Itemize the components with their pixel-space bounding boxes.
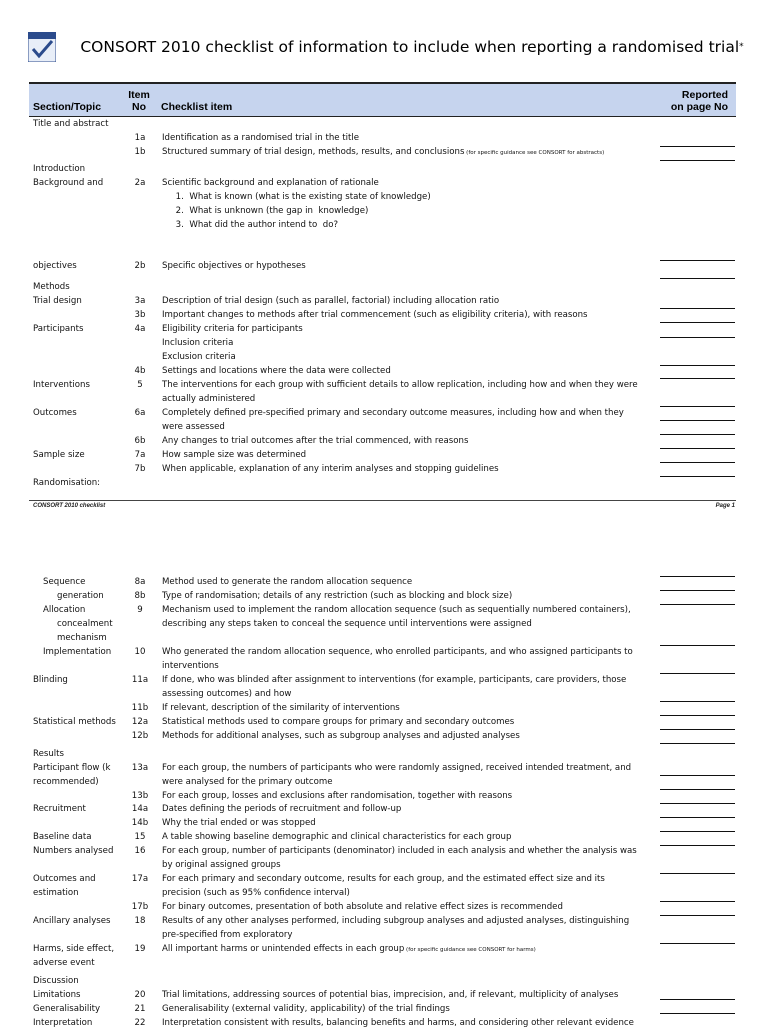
checklist-text: Any changes to trial outcomes after the trial commenced, with reasons: [162, 436, 469, 446]
section-label: Background and: [33, 178, 104, 188]
section-label: Interpretation: [33, 1018, 93, 1028]
item-number: 9: [137, 605, 143, 615]
table-row: [0, 674, 768, 688]
reported-line[interactable]: [660, 743, 735, 744]
reported-line[interactable]: [660, 406, 735, 407]
reported-line[interactable]: [660, 845, 735, 846]
section-label: Methods: [33, 282, 70, 292]
section-label: mechanism: [57, 633, 107, 643]
table-row: [0, 576, 768, 590]
table-row: [0, 716, 768, 730]
section-label: Recruitment: [33, 804, 86, 814]
section-label: Outcomes and: [33, 874, 96, 884]
section-label: Limitations: [33, 990, 81, 1000]
section-label: Participant flow (k: [33, 763, 111, 773]
item-number: 16: [134, 846, 146, 856]
item-number: 15: [134, 832, 146, 842]
reported-line[interactable]: [660, 476, 735, 477]
table-row: [0, 177, 768, 191]
checklist-text: Structured summary of trial design, methods, results, and conclusions (for specific guidance see CONSORT for abstracts): [162, 147, 605, 157]
section-label: adverse event: [33, 958, 95, 968]
section-label: estimation: [33, 888, 79, 898]
checklist-text: Method used to generate the random allocation sequence: [162, 577, 413, 587]
checklist-text: precision (such as 95% confidence interval): [162, 888, 350, 898]
checklist-text: Exclusion criteria: [162, 352, 236, 362]
table-row: [0, 845, 768, 859]
table-row: [0, 859, 768, 873]
table-row: [0, 803, 768, 817]
item-number: 4b: [134, 366, 146, 376]
item-number: 13a: [131, 763, 149, 773]
item-number: 2b: [134, 261, 146, 271]
table-row: [0, 975, 768, 989]
section-label: Implementation: [43, 647, 112, 657]
checklist-text: Scientific background and explanation of rationale: [162, 178, 379, 188]
reported-line[interactable]: [660, 260, 735, 261]
table-row: [0, 831, 768, 845]
reported-line[interactable]: [660, 775, 735, 776]
reported-line[interactable]: [660, 901, 735, 902]
checklist-text: 3. What did the author intend to do?: [162, 220, 339, 230]
item-number: 3b: [134, 310, 146, 320]
table-row: [0, 762, 768, 776]
checklist-text: were analysed for the primary outcome: [162, 777, 333, 787]
item-number: 17b: [131, 902, 149, 912]
checklist-text: Identification as a randomised trial in the title: [162, 133, 360, 143]
footer-right: Page 1: [715, 503, 735, 509]
table-row: [0, 887, 768, 901]
table-row: [0, 393, 768, 407]
reported-line[interactable]: [660, 817, 735, 818]
section-label: Sample size: [33, 450, 85, 460]
checklist-text: Statistical methods used to compare groups for primary and secondary outcomes: [162, 717, 515, 727]
item-number: 8a: [134, 577, 146, 587]
checklist-text: 1. What is known (what is the existing state of knowledge): [162, 192, 431, 202]
header-reported-2: on page No: [670, 101, 728, 113]
table-row: [0, 873, 768, 887]
item-number: 3a: [134, 296, 146, 306]
table-row: [0, 702, 768, 716]
section-label: Randomisation:: [33, 478, 101, 488]
item-number: 11a: [131, 675, 149, 685]
checklist-text: Generalisability (external validity, applicability) of the trial findings: [162, 1004, 450, 1014]
table-row: [0, 688, 768, 702]
checklist-text: The interventions for each group with sufficient details to allow replication, including how and when they were: [162, 380, 638, 390]
section-label: Title and abstract: [33, 119, 109, 129]
checklist-text: actually administered: [162, 394, 256, 404]
item-number: 17a: [131, 874, 149, 884]
checklist-text: were assessed: [162, 422, 225, 432]
checklist-text: Description of trial design (such as parallel, factorial) including allocation ratio: [162, 296, 500, 306]
item-number: 22: [134, 1018, 146, 1028]
reported-line[interactable]: [660, 160, 735, 161]
reported-line[interactable]: [660, 915, 735, 916]
table-row: [0, 219, 768, 233]
table-row: [0, 146, 768, 160]
reported-line[interactable]: [660, 604, 735, 605]
item-number: 12a: [131, 717, 149, 727]
item-number: 2a: [134, 178, 146, 188]
checklist-text: Mechanism used to implement the random allocation sequence (such as sequentially numbered containers),: [162, 605, 631, 615]
table-row: [0, 776, 768, 790]
checklist-text: How sample size was determined: [162, 450, 307, 460]
item-number: 6b: [134, 436, 146, 446]
reported-line[interactable]: [660, 673, 735, 674]
table-row: [0, 365, 768, 379]
item-number: 1b: [134, 147, 146, 157]
checklist-text: Who generated the random allocation sequence, who enrolled participants, and who assigned participants to: [162, 647, 633, 657]
item-number: 14b: [131, 818, 149, 828]
section-label: Trial design: [33, 296, 82, 306]
item-number: 13b: [131, 791, 149, 801]
checklist-text: All important harms or unintended effects in each group (for specific guidance see CONSORT for harms): [162, 944, 536, 954]
table-row: [0, 191, 768, 205]
table-row: [0, 957, 768, 971]
header-checklist: Checklist item: [161, 101, 233, 113]
reported-line[interactable]: [660, 701, 735, 702]
section-label: Participants: [33, 324, 84, 334]
checklist-text: Dates defining the periods of recruitment and follow-up: [162, 804, 402, 814]
table-row: [0, 323, 768, 337]
checklist-text: Specific objectives or hypotheses: [162, 261, 306, 271]
table-row: [0, 748, 768, 762]
section-label: Interventions: [33, 380, 90, 390]
table-row: [0, 590, 768, 604]
section-label: Baseline data: [33, 832, 92, 842]
item-number: 19: [134, 944, 146, 954]
table-row: [0, 281, 768, 295]
header-section: Section/Topic: [33, 101, 102, 113]
checklist-text: by original assigned groups: [162, 860, 281, 870]
item-number: 18: [134, 916, 146, 926]
table-row: [0, 632, 768, 646]
checklist-text: For each group, number of participants (denominator) included in each analysis and whether the analysis was: [162, 846, 637, 856]
reported-line[interactable]: [660, 378, 735, 379]
checklist-text: describing any steps taken to conceal the sequence until interventions were assigned: [162, 619, 532, 629]
checklist-text: For each group, the numbers of participants who were randomly assigned, received intended treatment, and: [162, 763, 632, 773]
consort-logo: [28, 32, 56, 62]
checklist-text: Completely defined pre-specified primary and secondary outcome measures, including how and when they: [162, 408, 624, 418]
table-row: [0, 790, 768, 804]
table-row: [0, 463, 768, 477]
guidance-note: (for specific guidance see CONSORT for abstracts): [464, 150, 605, 156]
reported-line[interactable]: [660, 715, 735, 716]
checklist-text: Methods for additional analyses, such as subgroup analyses and adjusted analyses: [162, 731, 520, 741]
section-label: Numbers analysed: [33, 846, 114, 856]
section-label: generation: [57, 591, 104, 601]
reported-line[interactable]: [660, 448, 735, 449]
item-number: 14a: [131, 804, 149, 814]
checklist-text: Important changes to methods after trial commencement (such as eligibility criteria), with reasons: [162, 310, 588, 320]
reported-line[interactable]: [660, 729, 735, 730]
table-row: [0, 604, 768, 618]
table-row: [0, 618, 768, 632]
reported-line[interactable]: [660, 434, 735, 435]
item-number: 20: [134, 990, 146, 1000]
item-number: 7a: [134, 450, 146, 460]
checklist-text: Results of any other analyses performed, including subgroup analyses and adjusted analyses, distinguishing: [162, 916, 630, 926]
item-number: 10: [134, 647, 146, 657]
table-row: [0, 260, 768, 274]
checklist-text: For binary outcomes, presentation of both absolute and relative effect sizes is recommended: [162, 902, 563, 912]
reported-line[interactable]: [660, 365, 735, 366]
table-row: [0, 118, 768, 132]
table-row: [0, 901, 768, 915]
table-row: [0, 163, 768, 177]
reported-line[interactable]: [660, 420, 735, 421]
section-label: Generalisability: [33, 1004, 101, 1014]
reported-line[interactable]: [660, 999, 735, 1000]
section-label: Statistical methods: [33, 717, 116, 727]
table-row: [0, 205, 768, 219]
table-row: [0, 132, 768, 146]
reported-line[interactable]: [660, 789, 735, 790]
checklist-text: Trial limitations, addressing sources of potential bias, imprecision, and, if relevant, multiplicity of analyses: [162, 990, 619, 1000]
item-number: 21: [134, 1004, 146, 1014]
item-number: 5: [137, 380, 143, 390]
reported-line[interactable]: [660, 590, 735, 591]
checklist-text: If done, who was blinded after assignment to interventions (for example, participants, care providers, those: [162, 675, 627, 685]
table-row: [0, 817, 768, 831]
reported-line[interactable]: [660, 462, 735, 463]
item-number: 12b: [131, 731, 149, 741]
table-row: [0, 351, 768, 365]
table-row: [0, 1003, 768, 1017]
checklist-text: 2. What is unknown (the gap in knowledge): [162, 206, 369, 216]
checklist-text: A table showing baseline demographic and clinical characteristics for each group: [162, 832, 512, 842]
reported-line[interactable]: [660, 278, 735, 279]
section-label: Harms, side effect,: [33, 944, 115, 954]
footer-left: CONSORT 2010 checklist: [33, 503, 106, 509]
table-row: [0, 421, 768, 435]
table-row: [0, 646, 768, 660]
table-row: [0, 989, 768, 1003]
section-label: Outcomes: [33, 408, 77, 418]
table-row: [0, 730, 768, 744]
table-row: [0, 915, 768, 929]
footer-divider: [29, 500, 736, 501]
checklist-text: Inclusion criteria: [162, 338, 234, 348]
table-row: [0, 295, 768, 309]
header-item-2: No: [132, 101, 146, 113]
checklist-text: pre-specified from exploratory: [162, 930, 293, 940]
table-row: [0, 309, 768, 323]
header-reported-1: Reported: [681, 89, 728, 101]
reported-line[interactable]: [660, 645, 735, 646]
reported-line[interactable]: [660, 337, 735, 338]
checklist-text: If relevant, description of the similarity of interventions: [162, 703, 400, 713]
checklist-text: Why the trial ended or was stopped: [162, 818, 316, 828]
checklist-text: When applicable, explanation of any interim analyses and stopping guidelines: [162, 464, 499, 474]
table-row: [0, 407, 768, 421]
page-title: CONSORT 2010 checklist of information to include when reporting a randomised trial*: [80, 38, 744, 56]
checklist-text: Interpretation consistent with results, balancing benefits and harms, and considering other relevant evidence: [162, 1018, 634, 1028]
section-label: Allocation: [43, 605, 86, 615]
item-number: 8b: [134, 591, 146, 601]
checklist-text: Type of randomisation; details of any restriction (such as blocking and block size): [162, 591, 513, 601]
reported-line[interactable]: [660, 576, 735, 577]
section-label: Results: [33, 749, 65, 759]
checklist-text: For each primary and secondary outcome, results for each group, and the estimated effect size and its: [162, 874, 605, 884]
table-row: [0, 929, 768, 943]
reported-line[interactable]: [660, 1013, 735, 1014]
section-label: objectives: [33, 261, 77, 271]
table-row: [0, 660, 768, 674]
table-row: [0, 1017, 768, 1031]
table-row: [0, 449, 768, 463]
section-label: Sequence: [43, 577, 86, 587]
item-number: 7b: [134, 464, 146, 474]
guidance-note: (for specific guidance see CONSORT for harms): [404, 947, 536, 953]
item-number: 11b: [131, 703, 149, 713]
reported-line[interactable]: [660, 873, 735, 874]
reported-line[interactable]: [660, 831, 735, 832]
table-row: [0, 943, 768, 957]
table-row: [0, 379, 768, 393]
table-row: [0, 477, 768, 491]
item-number: 6a: [134, 408, 146, 418]
item-number: 1a: [134, 133, 146, 143]
table-row: [0, 435, 768, 449]
item-number: 4a: [134, 324, 146, 334]
reported-line[interactable]: [660, 943, 735, 944]
reported-line[interactable]: [660, 803, 735, 804]
section-label: recommended): [33, 777, 99, 787]
section-label: Ancillary analyses: [33, 916, 111, 926]
checklist-text: interventions: [162, 661, 219, 671]
section-label: Introduction: [33, 164, 86, 174]
checklist-text: Settings and locations where the data were collected: [162, 366, 391, 376]
reported-line[interactable]: [660, 146, 735, 147]
checklist-text: For each group, losses and exclusions after randomisation, together with reasons: [162, 791, 513, 801]
header-item-1: Item: [128, 89, 150, 101]
section-label: Discussion: [33, 976, 79, 986]
table-row: [0, 337, 768, 351]
section-label: Blinding: [33, 675, 68, 685]
checklist-text: assessing outcomes) and how: [162, 689, 292, 699]
section-label: concealment: [57, 619, 113, 629]
checklist-text: Eligibility criteria for participants: [162, 324, 303, 334]
reported-line[interactable]: [660, 308, 735, 309]
reported-line[interactable]: [660, 322, 735, 323]
